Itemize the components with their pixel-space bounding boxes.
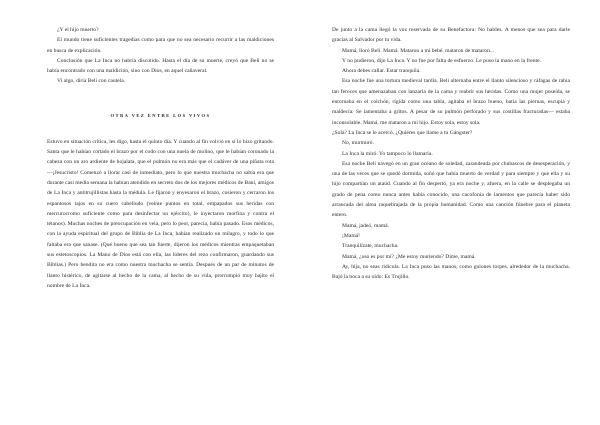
paragraph: Tranquilízate, muchacha. <box>342 243 399 250</box>
paragraph: Mamá, ¿oso es por mí? ¿Me estoy muriendo? Dime, mamá. <box>342 253 476 260</box>
paragraph: Conclusión que La Inca no habría discutido. Hasta el día de su muerte, creyó que Beli no se había encontrado con una maldición, sino con Dios, en aquel cañaveral. <box>47 57 274 75</box>
paragraph: Estuvo en situación crítica, les digo, hasta el quinto día. Y cuando al fin volvió en sí lo hizo gritando. Santa que le habían cortado el brazo por el codo con una nuela de molino, que le habían coronado la cabeza con un aro ardiente de hojalata, que el pulmón no era más que el cadáver de una piñata rota —¡Jesucristo! Comenzó a llorar casi de inmediato, pero lo que nuestra muchacha no sabía era que durante casi media semana la habían atendido en secreto dos de los mejores médicos de Baní, amigos de La Inca y antitrujillistas hasta la médula. Le fijaron y enyesaron el brazo, cosieron y cerraron los espantosos tajos en su cuero cabelludo (veinte puntos en total, empapados sus heridas con mercurocromo suficiente como para desinfectar un ejército), le inyectaron morfina y contra el tétanos). Muchas noches de preocupación en vela, pero lo peor, parecía, había pasado. Esos médicos, con la ayuda espiritual del grupo de Biblia de La Inca, habían realizado un milagro, y todo lo que faltaba era que sanase. (Qué bueno que sea tan fuerte, dijeron los médicos mientras empaquetaban sus estetoscopios. La Mano de Dios está con ella, las líderes del rezo confirmaron, guardando sus Biblias.) Pero bendita no era como nuestra muchacha se sentía. Después de un par de minutos de llanto histérico, de agitarse al hecho de la cama, al hecho de su vida, prorrumpió muy bajito el nombre de La Inca. <box>47 138 274 289</box>
paragraph: ¡Mamá! <box>342 232 361 239</box>
paragraph: Vi algo, diría Beli con cautela. <box>57 78 126 85</box>
paragraph: Mamá, lloró Beli. Mamá. Mataron a mi bebé, mataron de mataron... <box>342 47 495 54</box>
paragraph: No, murmuró. <box>342 140 374 147</box>
paragraph: Esa noche fue una tortura medieval tardía. Beli alternaba entre el llanto silencioso y ráfagas de rabia tan feroces que amenazaban con lanzarla de la cama y reabrir sus heridas. Como una mujer poseída, se entornaba en el colchón, rígida como una tabla, agitaba el brazo bueno, batía las piernas, escupía y maldecía. Se lamentaba a gritos. A pesar de su pulmón perforado y sus costillas fracturadas— estaba inconsolable. Mamá, me mataron a mi hijo. Estoy sola, estoy sola. <box>332 78 570 126</box>
paragraph: ¿Sola? La Inca se le acercó. ¿Quieres que llame a tu Gángster? <box>332 129 473 136</box>
paragraph: La Inca la miró. Yo tampoco lo llamaría. <box>342 150 433 157</box>
paragraph: Mamá, jadeó, mamá. <box>342 222 390 229</box>
right-page <box>300 0 600 425</box>
paragraph: Y no pudieron, dijo La Inca. Y no fue por falta de esfuerzo. Le puso la mano en la frente. <box>342 57 541 64</box>
paragraph: ¿Y el hijo muerto? <box>57 27 99 33</box>
paragraph: Esa noche Beli navegó en un gran océano de soledad, zarandeada por chubascos de desesperación, y una de las veces que se quedó dormida, soñó que había muerto de verdad y para siempre y que ella y su hijo compartían un ataúd. Cuando al fin despertó, ya era noche y, afuera, en la calle se desplegaba un grado de pena como nunca antes había conocido, una cacofonía de lamentos que parecía haber sido arrancada del alma raquebrajada de la propia humanidad. Como una canción fúnebre para el planeta entero. <box>332 160 570 219</box>
paragraph: El mundo tiene suficientes tragedias como para que no sea necesario recurrir a las maldiciones en busca de explicación. <box>47 37 274 54</box>
paragraph: Ahora debes callar. Estar tranquila. <box>342 68 421 75</box>
paragraph: Ay, hija, no seas ridícula. La Inca puso las manos, como guiones torpes, alrededor de la muchacha. Bajó la boca a su oído: Es Trujillo. <box>332 263 570 281</box>
section-heading: OTRA VEZ ENTRE LOS VIVOS <box>110 112 211 118</box>
paragraph: De junto a la cama llegó la voz reservada de su Benefactora: No hables. A menos que sea para darle gracias al Salvador por tu vida. <box>332 27 570 44</box>
